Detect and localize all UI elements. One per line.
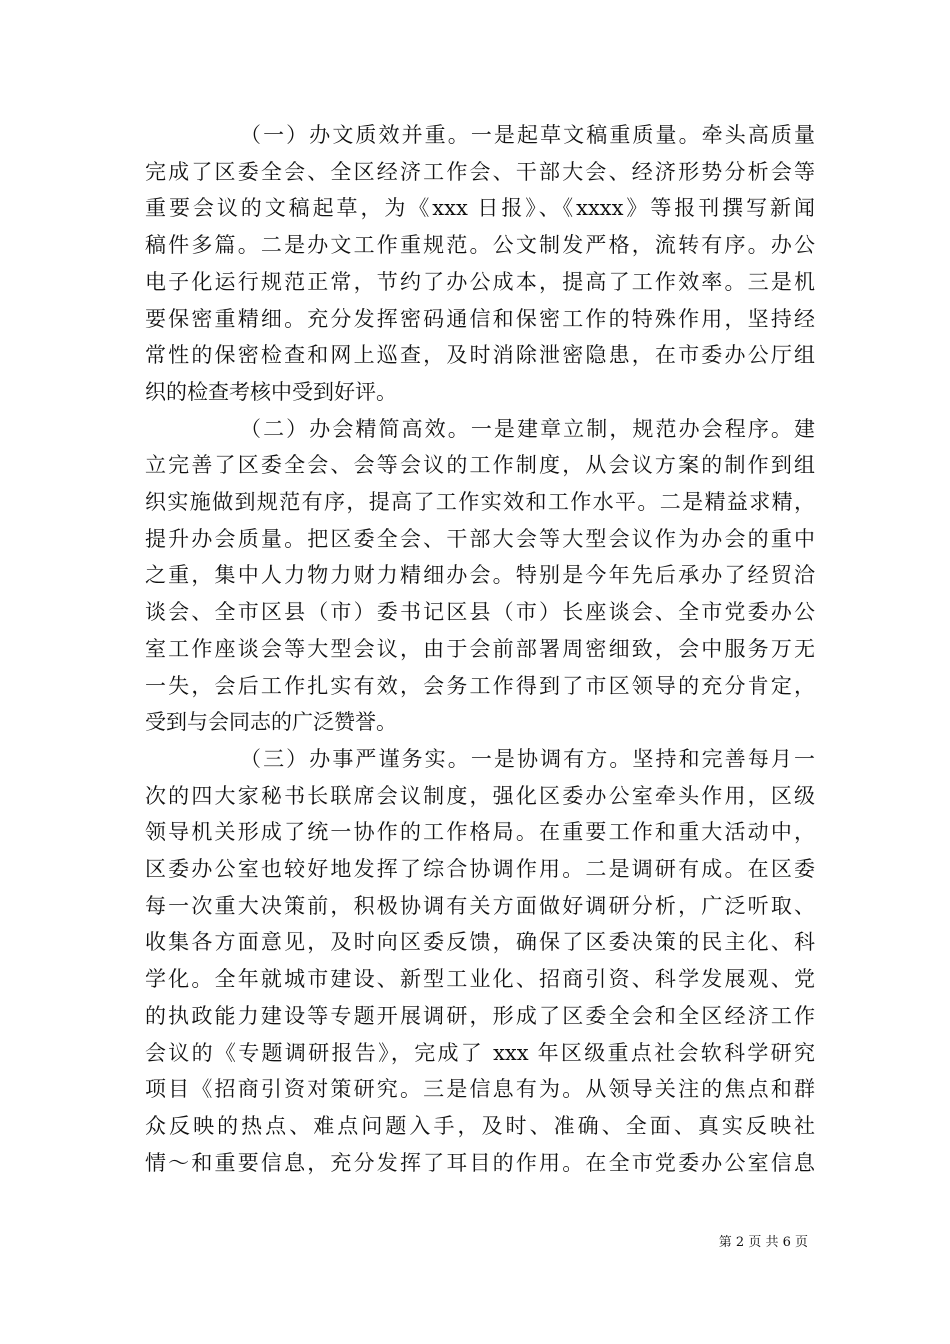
paragraph-2-line-2: 立完善了区委全会、会等会议的工作制度，从会议方案的制作到组 xyxy=(145,453,815,477)
paragraph-2-line-5: 之重，集中人力物力财力精细办会。特别是今年先后承办了经贸洽 xyxy=(145,563,815,587)
paragraph-2-line-4: 提升办会质量。把区委全会、干部大会等大型会议作为办会的重中 xyxy=(145,527,815,551)
paragraph-2-line-3: 织实施做到规范有序，提高了工作实效和工作水平。二是精益求精， xyxy=(145,490,815,514)
paragraph-2-line-6: 谈会、全市区县（市）委书记区县（市）长座谈会、全市党委办公 xyxy=(145,600,815,624)
paragraph-1-line-6: 要保密重精细。充分发挥密码通信和保密工作的特殊作用，坚持经 xyxy=(145,307,815,331)
paragraph-1-line-2: 完成了区委全会、全区经济工作会、干部大会、经济形势分析会等 xyxy=(145,160,815,184)
paragraph-3-line-4: 区委办公室也较好地发挥了综合协调作用。二是调研有成。在区委 xyxy=(145,857,815,881)
paragraph-3-line-3: 领导机关形成了统一协作的工作格局。在重要工作和重大活动中， xyxy=(145,820,815,844)
paragraph-1-line-3: 重要会议的文稿起草，为《xxx 日报》、《xxxx》等报刊撰写新闻 xyxy=(145,196,815,220)
paragraph-3-line-6: 收集各方面意见，及时向区委反馈，确保了区委决策的民主化、科 xyxy=(145,930,815,954)
paragraph-1-line-4: 稿件多篇。二是办文工作重规范。公文制发严格，流转有序。办公 xyxy=(145,233,815,257)
paragraph-3-line-5: 每一次重大决策前，积极协调有关方面做好调研分析，广泛听取、 xyxy=(145,894,815,918)
page-number-footer: 第 2 页 共 6 页 xyxy=(718,1235,808,1250)
paragraph-3-line-1: （三）办事严谨务实。一是协调有方。坚持和完善每月一 xyxy=(240,747,815,771)
paragraph-1-line-8: 织的检查考核中受到好评。 xyxy=(145,380,397,404)
paragraph-3-line-11: 众反映的热点、难点问题入手，及时、准确、全面、真实反映社 xyxy=(145,1114,815,1138)
paragraph-1-line-5: 电子化运行规范正常，节约了办公成本，提高了工作效率。三是机 xyxy=(145,270,815,294)
paragraph-1-line-7: 常性的保密检查和网上巡查，及时消除泄密隐患，在市委办公厅组 xyxy=(145,343,815,367)
paragraph-3-line-7: 学化。全年就城市建设、新型工业化、招商引资、科学发展观、党 xyxy=(145,967,815,991)
paragraph-3-line-10: 项目《招商引资对策研究。三是信息有为。从领导关注的焦点和群 xyxy=(145,1077,815,1101)
paragraph-1-line-1: （一）办文质效并重。一是起草文稿重质量。牵头高质量 xyxy=(240,123,815,147)
paragraph-3-line-9: 会议的《专题调研报告》，完成了 xxx 年区级重点社会软科学研究 xyxy=(145,1041,815,1065)
paragraph-2-line-7: 室工作座谈会等大型会议，由于会前部署周密细致，会中服务万无 xyxy=(145,637,815,661)
paragraph-2-line-8: 一失，会后工作扎实有效，会务工作得到了市区领导的充分肯定， xyxy=(145,674,815,698)
paragraph-2-line-1: （二）办会精简高效。一是建章立制，规范办会程序。建 xyxy=(240,417,815,441)
paragraph-3-line-2: 次的四大家秘书长联席会议制度，强化区委办公室牵头作用，区级 xyxy=(145,784,815,808)
paragraph-3-line-8: 的执政能力建设等专题开展调研，形成了区委全会和全区经济工作 xyxy=(145,1004,815,1028)
paragraph-2-line-9: 受到与会同志的广泛赞誉。 xyxy=(145,710,397,734)
paragraph-3-line-12: 情～和重要信息，充分发挥了耳目的作用。在全市党委办公室信息 xyxy=(145,1151,815,1175)
